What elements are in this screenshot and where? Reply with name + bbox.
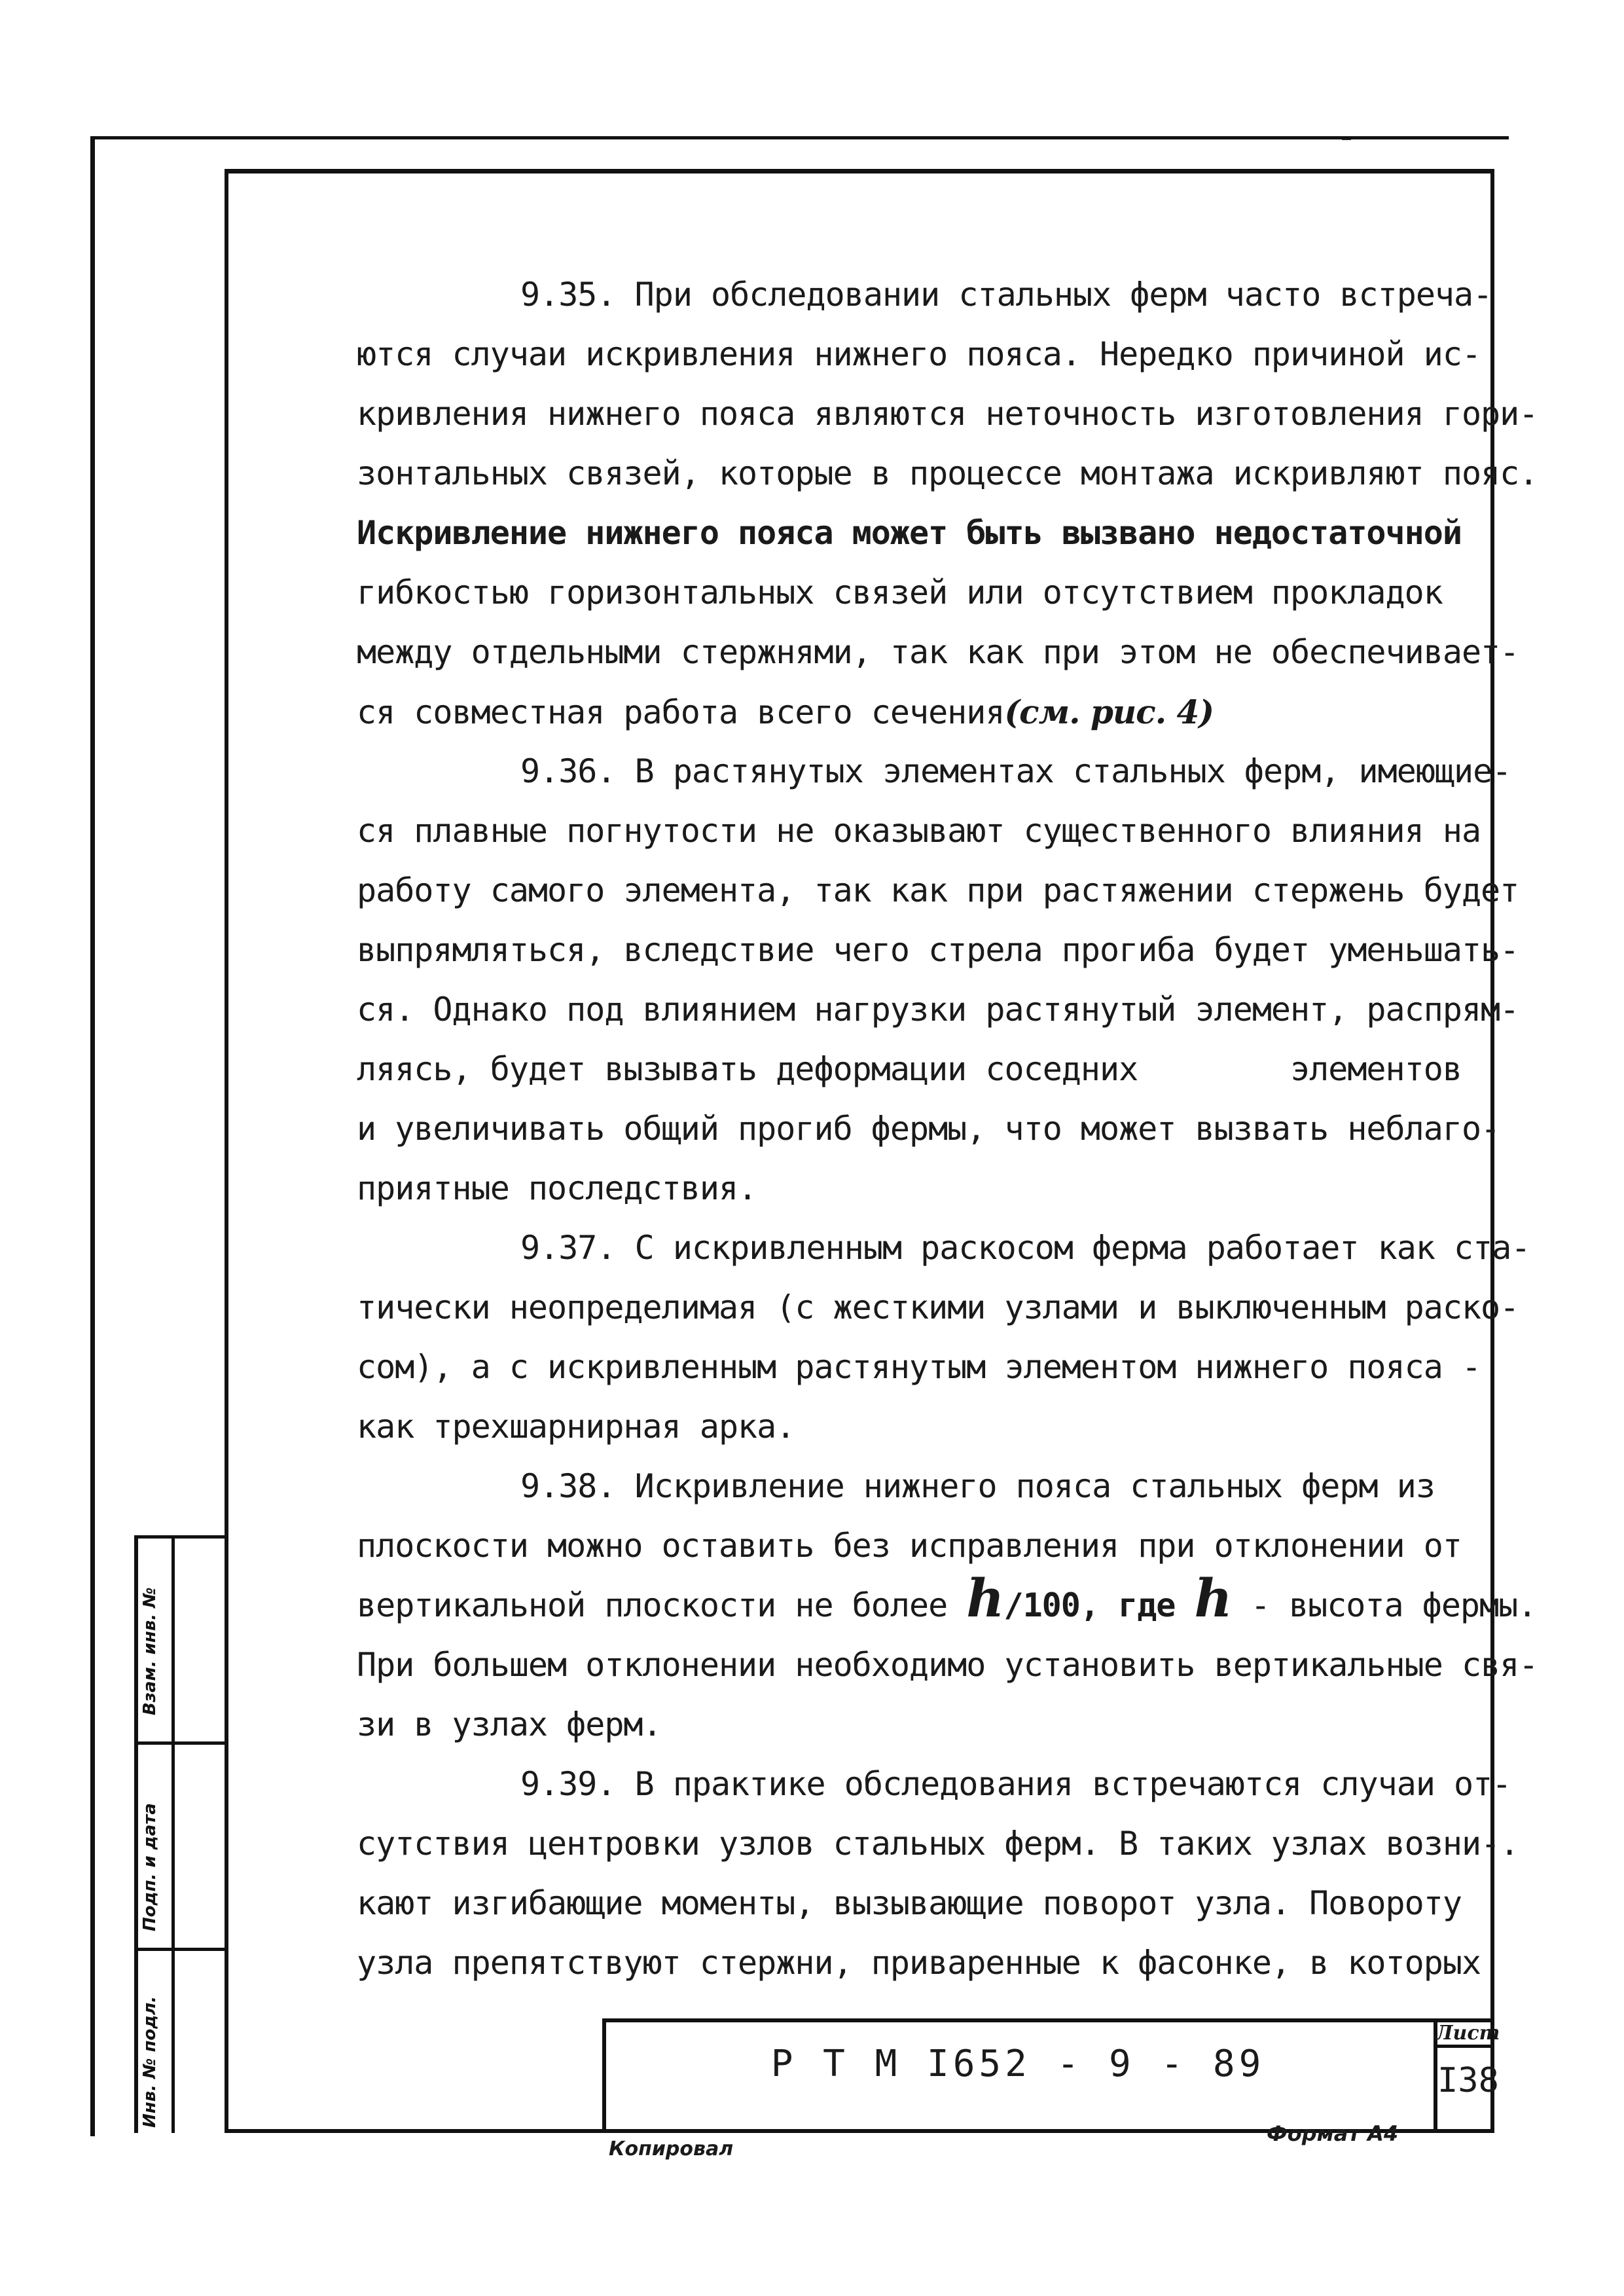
text-line: сом), а с искривленным растянутым элементом нижнего пояса -	[357, 1348, 1481, 1386]
text-line: сутствия центровки узлов стальных ферм. В таких узлах возни-.	[357, 1825, 1519, 1863]
text-line: как трехшарнирная арка.	[357, 1408, 795, 1446]
sheet-label: Лист	[1435, 2022, 1494, 2048]
text-line: ляясь, будет вызывать деформации соседних элементов	[357, 1050, 1462, 1088]
handwritten-reference: (см. рис. 4)	[1004, 693, 1214, 731]
document-body	[357, 265, 1538, 1993]
side-stamp-row-divider	[134, 1948, 225, 1951]
text-line: выпрямляться, вследствие чего стрела прогиба будет уменьшать-	[357, 931, 1519, 969]
text-line: и увеличивать общий прогиб фермы, что может вызвать неблаго-	[357, 1110, 1500, 1148]
text-line: узла препятствуют стержни, приваренные к фасонке, в которых	[357, 1944, 1481, 1982]
text-line: 9.35. При обследовании стальных ферм часто встреча-	[520, 276, 1492, 314]
text-line: зи в узлах ферм.	[357, 1705, 662, 1743]
side-stamp-column-divider	[171, 1535, 175, 2133]
text-line: между отдельными стержнями, так как при этом не обеспечивает-	[357, 633, 1519, 671]
side-label-inventory: Инв. № подл.	[140, 1995, 160, 2128]
text-line: 9.38. Искривление нижнего пояса стальных ферм из	[520, 1467, 1435, 1505]
document-code: Р Т М I652 - 9 - 89	[770, 2043, 1265, 2085]
text-line: зонтальных связей, которые в процессе монтажа искривляют пояс.	[357, 454, 1538, 492]
side-stamp-row-divider	[134, 1741, 225, 1745]
text-line: работу самого элемента, так как при растяжении стержень будет	[357, 871, 1519, 909]
text-line: вертикальной плоскости не более h/100, где h - высота фермы.	[357, 1567, 1537, 1629]
text-line: 9.36. В растянутых элементах стальных ферм, имеющие-	[520, 752, 1511, 790]
side-label-signature-date: Подп. и дата	[140, 1803, 160, 1931]
formula-symbol: h	[966, 1567, 1004, 1629]
text-line: ся совместная работа всего сечения(см. рис. 4)	[357, 693, 1214, 731]
formula-divisor: /100,	[1003, 1586, 1099, 1624]
sheet-number: I38	[1437, 2061, 1499, 2100]
text-line: плоскости можно оставить без исправления при отклонении от	[357, 1527, 1462, 1565]
text-line: тически неопределимая (с жесткими узлами и выключенным раско-	[357, 1288, 1519, 1326]
formula-tail: - высота фермы.	[1250, 1586, 1537, 1624]
text-line: кривления нижнего пояса являются неточность изготовления гори-	[357, 395, 1538, 433]
text-line: При большем отклонении необходимо установить вертикальные свя-	[357, 1646, 1538, 1684]
footer-format: Формат А4	[1267, 2121, 1399, 2146]
text-line: гибкостью горизонтальных связей или отсутствием прокладок	[357, 574, 1443, 611]
footer-copied: Копировал	[609, 2138, 734, 2160]
text-line: 9.39. В практике обследования встречаются случаи от-	[520, 1765, 1511, 1803]
text-line: Искривление нижнего пояса может быть вызвано недостаточной	[357, 514, 1462, 552]
text-line: ются случаи искривления нижнего пояса. Нередко причиной ис-	[357, 335, 1481, 373]
text-line: ся. Однако под влиянием нагрузки растянутый элемент, распрям-	[357, 991, 1519, 1029]
text-line: ся плавные погнутости не оказывают существенного влияния на	[357, 812, 1481, 850]
text-line: 9.37. С искривленным раскосом ферма работает как ста-	[520, 1229, 1530, 1267]
formula-symbol-2: h	[1194, 1567, 1232, 1629]
formula-where: где	[1118, 1586, 1176, 1624]
text-line: приятные последствия.	[357, 1169, 757, 1207]
text-line: кают изгибающие моменты, вызывающие поворот узла. Повороту	[357, 1884, 1462, 1922]
side-label-replacement-inventory: Взам. инв. №	[140, 1587, 160, 1715]
